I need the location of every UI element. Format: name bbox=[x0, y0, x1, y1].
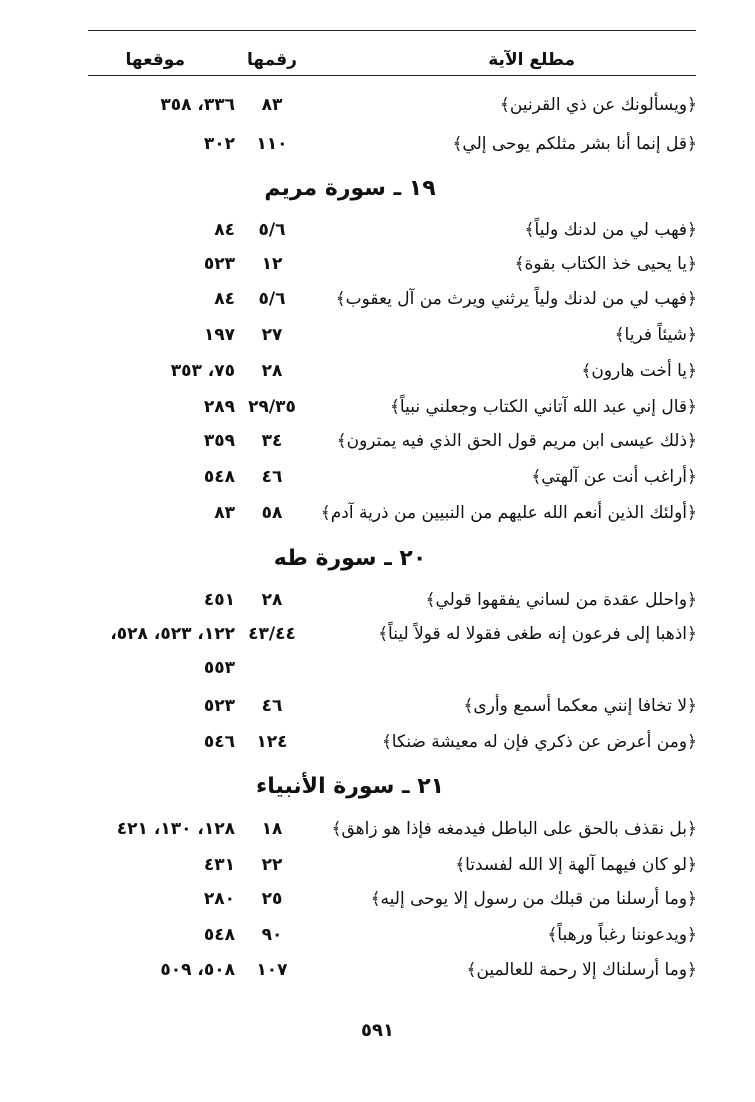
surah-heading: ٢٠ ـ سورة طه bbox=[273, 546, 427, 571]
verse-text: ﴿يا أخت هارون﴾ bbox=[581, 361, 697, 381]
table-header bbox=[0, 45, 755, 75]
verse-text: ﴿لو كان فيهما آلهة إلا الله لفسدتا﴾ bbox=[455, 855, 697, 875]
verse-location: ٨٤ bbox=[214, 220, 235, 240]
table-row bbox=[0, 727, 755, 757]
verse-text: ﴿لا تخافا إنني معكما أسمع وأرى﴾ bbox=[463, 696, 697, 716]
table-row bbox=[0, 884, 755, 914]
verse-number: ٥/٦ bbox=[258, 220, 286, 240]
verse-number: ٥/٦ bbox=[258, 289, 286, 309]
verse-location: ١٩٧ bbox=[203, 325, 235, 345]
verse-number: ٤٦ bbox=[261, 467, 283, 487]
verse-number: ٥٨ bbox=[261, 503, 283, 523]
table-row bbox=[0, 653, 755, 683]
table-row bbox=[0, 462, 755, 492]
top-rule bbox=[88, 30, 696, 31]
verse-text: ﴿واحلل عقدة من لساني يفقهوا قولي﴾ bbox=[425, 590, 697, 610]
verse-text: ﴿وما أرسلناك إلا رحمة للعالمين﴾ bbox=[466, 960, 697, 980]
verse-location: ٢٨٠ bbox=[203, 889, 235, 909]
header-rule bbox=[88, 75, 696, 76]
verse-text: ﴿ومن أعرض عن ذكري فإن له معيشة ضنكا﴾ bbox=[381, 732, 697, 752]
verse-text: ﴿وما أرسلنا من قبلك من رسول إلا يوحى إليه﴾ bbox=[370, 889, 697, 909]
verse-number: ٢٥ bbox=[261, 889, 283, 909]
table-row bbox=[0, 850, 755, 880]
surah-heading: ٢١ ـ سورة الأنبياء bbox=[255, 774, 445, 799]
table-row bbox=[0, 814, 755, 844]
verse-number: ٢٨ bbox=[261, 361, 283, 381]
header-number: رقمها bbox=[247, 50, 297, 70]
verse-location: ٥٥٣ bbox=[203, 658, 235, 678]
verse-text: ﴿يا يحيى خذ الكتاب بقوة﴾ bbox=[514, 254, 697, 274]
table-row bbox=[0, 90, 755, 120]
verse-text: ﴿شيئاً فريا﴾ bbox=[614, 325, 697, 345]
verse-location: ٧٥، ٣٥٣ bbox=[170, 361, 235, 381]
verse-location: ٣٣٦، ٣٥٨ bbox=[160, 95, 235, 115]
verse-location: ٤٥١ bbox=[203, 590, 235, 610]
verse-text: ﴿ذلك عيسى ابن مريم قول الحق الذي فيه يمترون﴾ bbox=[336, 431, 697, 451]
table-row bbox=[0, 356, 755, 386]
table-row bbox=[0, 426, 755, 456]
table-row bbox=[0, 619, 755, 649]
verse-number: ٨٣ bbox=[261, 95, 283, 115]
verse-location: ٥٢٣ bbox=[203, 696, 235, 716]
table-row bbox=[0, 320, 755, 350]
verse-location: ٥٠٨، ٥٠٩ bbox=[160, 960, 235, 980]
verse-text: ﴿قل إنما أنا بشر مثلكم يوحى إلي﴾ bbox=[452, 134, 697, 154]
verse-number: ٢٨ bbox=[261, 590, 283, 610]
verse-number: ١١٠ bbox=[256, 134, 288, 154]
verse-location: ٨٤ bbox=[214, 289, 235, 309]
verse-text: ﴿قال إني عبد الله آتاني الكتاب وجعلني نبياً﴾ bbox=[389, 397, 697, 417]
verse-location: ٤٣١ bbox=[203, 855, 235, 875]
header-location: موقعها bbox=[125, 50, 185, 70]
header-verse: مطلع الآية bbox=[488, 50, 575, 70]
table-row bbox=[0, 920, 755, 950]
verse-number: ٢٢ bbox=[261, 855, 283, 875]
verse-number: ١٨ bbox=[261, 819, 283, 839]
table-row bbox=[0, 691, 755, 721]
verse-number: ١٢ bbox=[261, 254, 283, 274]
verse-location: ٣٥٩ bbox=[203, 431, 235, 451]
verse-text: ﴿فهب لي من لدنك ولياً يرثني ويرث من آل يعقوب﴾ bbox=[335, 289, 697, 309]
verse-location: ١٢٢، ٥٢٣، ٥٢٨، bbox=[110, 624, 235, 644]
verse-location: ٥٤٨ bbox=[203, 467, 235, 487]
surah-heading: ١٩ ـ سورة مريم bbox=[264, 176, 436, 201]
verse-location: ٣٠٢ bbox=[203, 134, 235, 154]
verse-location: ٥٤٦ bbox=[203, 732, 235, 752]
verse-text: ﴿فهب لي من لدنك ولياً﴾ bbox=[524, 220, 697, 240]
verse-number: ١٠٧ bbox=[256, 960, 288, 980]
verse-text: ﴿بل نقذف بالحق على الباطل فيدمغه فإذا هو زاهق﴾ bbox=[331, 819, 697, 839]
verse-text: ﴿اذهبا إلى فرعون إنه طغى فقولا له قولاً ليناً﴾ bbox=[378, 624, 697, 644]
verse-number: ٢٩/٣٥ bbox=[248, 397, 296, 417]
verse-text: ﴿أراغب أنت عن آلهتي﴾ bbox=[531, 467, 697, 487]
verse-text: ﴿أولئك الذين أنعم الله عليهم من النبيين من ذرية آدم﴾ bbox=[320, 503, 697, 523]
table-row bbox=[0, 392, 755, 422]
page-number: ٥٩١ bbox=[361, 1020, 394, 1041]
table-row bbox=[0, 284, 755, 314]
verse-number: ٢٧ bbox=[261, 325, 283, 345]
verse-location: ٥٤٨ bbox=[203, 925, 235, 945]
verse-location: ٢٨٩ bbox=[203, 397, 235, 417]
verse-number: ٤٣/٤٤ bbox=[248, 624, 296, 644]
table-row bbox=[0, 129, 755, 159]
table-row bbox=[0, 955, 755, 985]
verse-location: ١٢٨، ١٣٠، ٤٢١ bbox=[116, 819, 235, 839]
verse-text: ﴿ويدعوننا رغباً ورهباً﴾ bbox=[547, 925, 697, 945]
table-row bbox=[0, 215, 755, 245]
verse-location: ٨٣ bbox=[214, 503, 235, 523]
table-row bbox=[0, 498, 755, 528]
verse-number: ٩٠ bbox=[261, 925, 283, 945]
verse-text: ﴿ويسألونك عن ذي القرنين﴾ bbox=[499, 95, 697, 115]
verse-number: ٤٦ bbox=[261, 696, 283, 716]
table-row bbox=[0, 585, 755, 615]
table-row bbox=[0, 249, 755, 279]
verse-number: ١٢٤ bbox=[256, 732, 288, 752]
verse-number: ٣٤ bbox=[261, 431, 283, 451]
verse-location: ٥٢٣ bbox=[203, 254, 235, 274]
